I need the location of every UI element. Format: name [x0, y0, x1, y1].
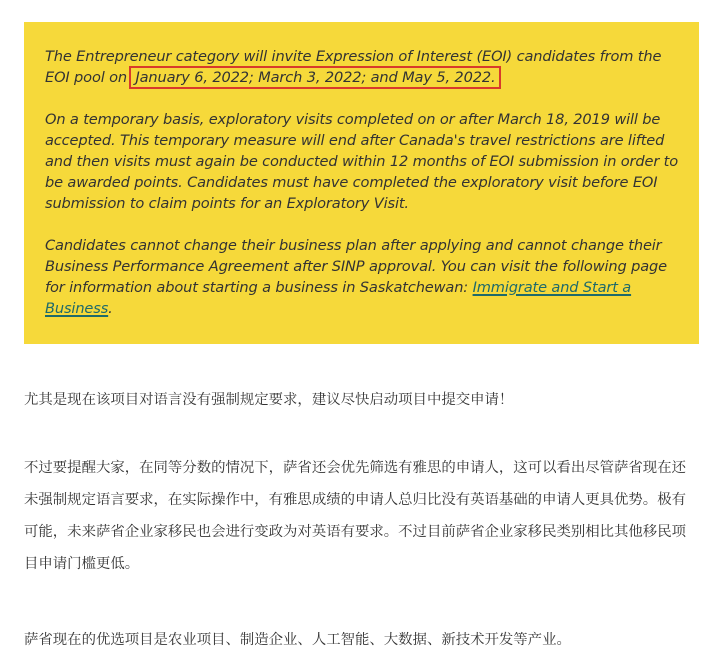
business-plan-text: Candidates cannot change their business plan after applying and cannot change their Business Performance Agreement after SINP approval. You can visit the following page for information about starting a business in Saskatchewan: [45, 237, 667, 296]
article-paragraph-2: 不过要提醒大家，在同等分数的情况下，萨省还会优先筛选有雅思的申请人，这可以看出尽管萨省现在还未强制规定语言要求，在实际操作中，有雅思成绩的申请人总归比没有英语基础的申请人更具优势。极有可能，未来萨省企业家移民也会进行变政为对英语有要求。不过目前萨省企业家移民类别相比其他移民项目申请门槛更低。 [24, 460, 686, 572]
highlighted-dates: January 6, 2022; March 3, 2022; and May 5, 2022. [129, 66, 501, 89]
immigrate-start-business-link[interactable]: Immigrate and Start a Business [45, 279, 632, 317]
notice-box [24, 22, 699, 344]
article-paragraph-1: 尤其是现在该项目对语言没有强制规定要求，建议尽快启动项目中提交申请！ [24, 392, 514, 408]
notice-paragraph-invitations [45, 46, 679, 88]
article-paragraph-3: 萨省现在的优选项目是农业项目、制造企业、人工智能、大数据、新技术开发等产业。 [24, 632, 571, 648]
invitation-text: The Entrepreneur category will invite Expression of Interest (EOI) candidates from the EOI pool on [45, 48, 662, 86]
notice-paragraph-exploratory-visits: On a temporary basis, exploratory visits completed on or after March 18, 2019 will be accepted. This temporary measure will end after Canada's travel restrictions are lifted and then visits must again be conducted within 12 months of EOI submission in order to be awarded points. Candidates must have completed the exploratory visit before EOI submission to claim points for an Exploratory Visit. [45, 111, 679, 212]
period: . [108, 300, 113, 317]
notice-paragraph-business-plan [45, 235, 679, 319]
